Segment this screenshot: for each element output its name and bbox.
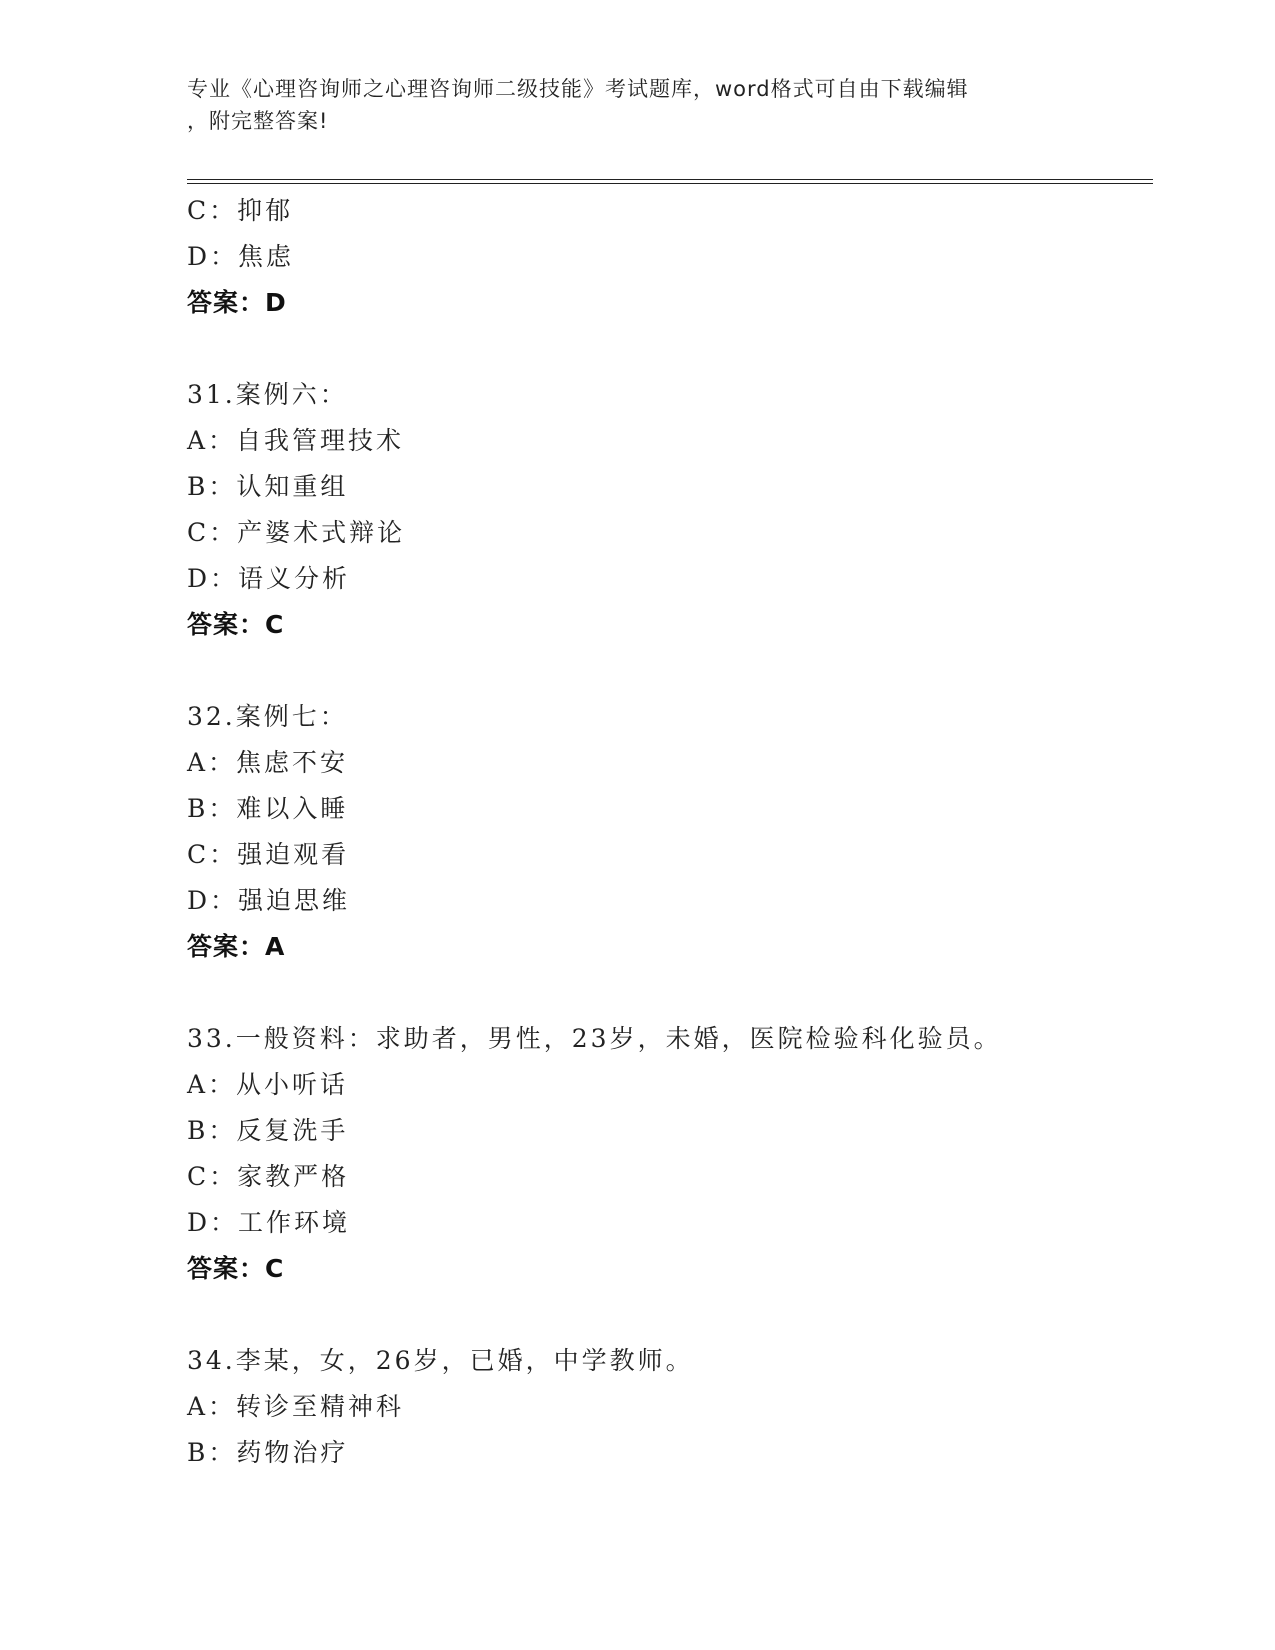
option-a: A：转诊至精神科 (187, 1392, 405, 1421)
header-line-1: 专业《心理咨询师之心理咨询师二级技能》考试题库，word格式可自由下载编辑 (187, 77, 969, 101)
question-stem: 34.李某，女，26岁，已婚，中学教师。 (187, 1346, 694, 1375)
question-list (187, 188, 1147, 1476)
option-d: D：强迫思维 (187, 886, 351, 915)
header-divider (187, 179, 1153, 184)
question-stem: 32.案例七： (187, 702, 348, 731)
option-a: A：从小听话 (187, 1070, 349, 1099)
option-c: C：抑郁 (187, 196, 294, 225)
question-block-34 (187, 1338, 1147, 1476)
question-block-32 (187, 694, 1147, 970)
spacer (187, 648, 1147, 694)
document-header (187, 73, 1087, 137)
answer-line: 答案：A (187, 932, 286, 961)
option-d: D：语义分析 (187, 564, 351, 593)
question-block-31 (187, 372, 1147, 648)
spacer (187, 970, 1147, 1016)
option-d: D：工作环境 (187, 1208, 351, 1237)
question-block-33 (187, 1016, 1147, 1292)
option-b: B：反复洗手 (187, 1116, 349, 1145)
answer-line: 答案：C (187, 610, 285, 639)
question-block-carryover (187, 188, 1147, 326)
option-b: B：难以入睡 (187, 794, 349, 823)
spacer (187, 1292, 1147, 1338)
spacer (187, 326, 1147, 372)
option-c: C：产婆术式辩论 (187, 518, 406, 547)
option-d: D：焦虑 (187, 242, 295, 271)
question-stem: 33.一般资料：求助者，男性，23岁，未婚，医院检验科化验员。 (187, 1024, 1002, 1053)
option-b: B：药物治疗 (187, 1438, 349, 1467)
option-c: C：家教严格 (187, 1162, 350, 1191)
option-c: C：强迫观看 (187, 840, 350, 869)
option-a: A：自我管理技术 (187, 426, 405, 455)
option-b: B：认知重组 (187, 472, 349, 501)
header-line-2: ，附完整答案! (187, 109, 329, 133)
question-stem: 31.案例六： (187, 380, 348, 409)
answer-line: 答案：D (187, 288, 287, 317)
option-a: A：焦虑不安 (187, 748, 349, 777)
answer-line: 答案：C (187, 1254, 285, 1283)
